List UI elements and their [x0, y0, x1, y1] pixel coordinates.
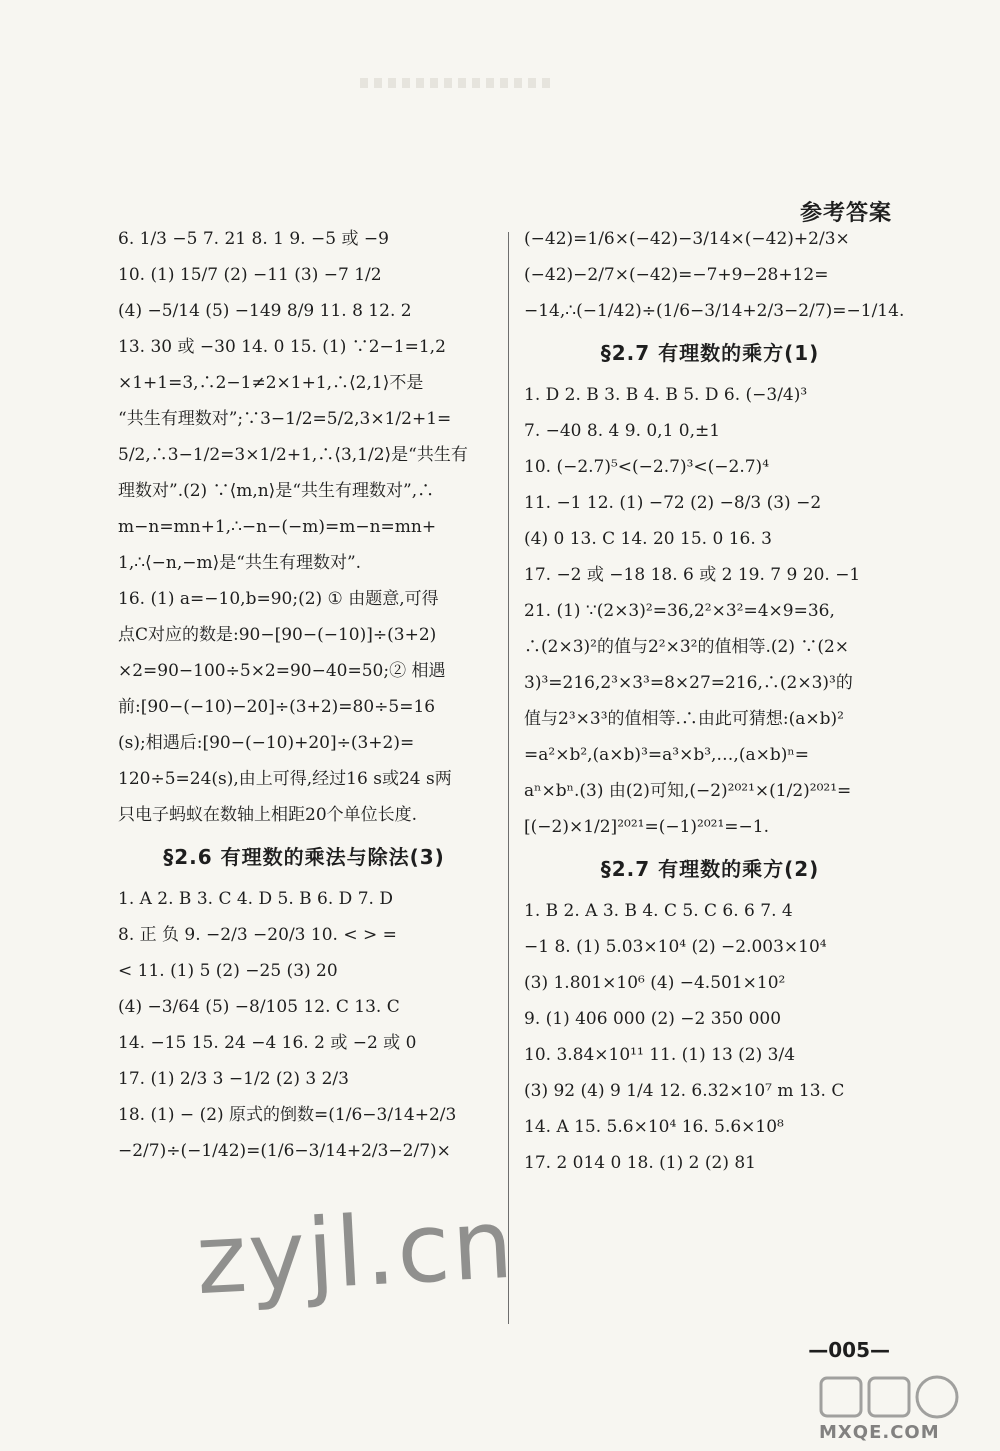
left-column [118, 228, 490, 1176]
answer-line: m−n=mn+1,∴−n−(−m)=m−n=mn+ [118, 517, 437, 537]
answer-line: 1. D 2. B 3. B 4. B 5. D 6. (−3/4)³ [524, 385, 808, 405]
answer-line: 5/2,∴3−1/2=3×1/2+1,∴⟨3,1/2⟩是“共生有 [118, 445, 468, 465]
answer-line: (3) 1.801×10⁶ (4) −4.501×10² [524, 973, 786, 993]
watermark-logo [815, 1372, 965, 1442]
answer-logo-icon [815, 1372, 965, 1422]
column-divider [508, 232, 509, 1324]
answer-line: 14. −15 15. 24 −4 16. 2 或 −2 或 0 [118, 1033, 417, 1053]
answer-line: 17. 2 014 0 18. (1) 2 (2) 81 [524, 1153, 756, 1173]
answer-line: 21. (1) ∵(2×3)²=36,2²×3²=4×9=36, [524, 601, 835, 621]
watermark-zyjl: zyjl.cn [193, 1187, 518, 1317]
answer-line: 17. (1) 2/3 3 −1/2 (2) 3 2/3 [118, 1069, 349, 1089]
answer-line: 18. (1) − (2) 原式的倒数=(1/6−3/14+2/3 [118, 1105, 457, 1125]
section-title: §2.6 有理数的乘法与除法(3) [163, 845, 445, 869]
answer-line: (4) −3/64 (5) −8/105 12. C 13. C [118, 997, 400, 1017]
page-number: —005— [808, 1338, 890, 1362]
answer-line: 6. 1/3 −5 7. 21 8. 1 9. −5 或 −9 [118, 229, 389, 249]
answer-line: 10. (1) 15/7 (2) −11 (3) −7 1/2 [118, 265, 382, 285]
answer-line: 10. (−2.7)⁵<(−2.7)³<(−2.7)⁴ [524, 457, 770, 477]
answer-line: −1 8. (1) 5.03×10⁴ (2) −2.003×10⁴ [524, 937, 827, 957]
answer-line: 16. (1) a=−10,b=90;(2) ① 由题意,可得 [118, 589, 439, 609]
answer-line: aⁿ×bⁿ.(3) 由(2)可知,(−2)²⁰²¹×(1/2)²⁰²¹= [524, 781, 852, 801]
answer-line: 14. A 15. 5.6×10⁴ 16. 5.6×10⁸ [524, 1117, 784, 1137]
answer-line: 11. −1 12. (1) −72 (2) −8/3 (3) −2 [524, 493, 822, 513]
answer-line: 只电子蚂蚁在数轴上相距20个单位长度. [118, 805, 418, 825]
watermark-logo-url: MXQE.COM [819, 1422, 940, 1443]
answer-line: ×2=90−100÷5×2=90−40=50;② 相遇 [118, 661, 446, 681]
answer-line: 前:[90−(−10)−20]÷(3+2)=80÷5=16 [118, 697, 436, 717]
answer-line: 点C对应的数是:90−[90−(−10)]÷(3+2) [118, 625, 437, 645]
answer-line: 10. 3.84×10¹¹ 11. (1) 13 (2) 3/4 [524, 1045, 796, 1065]
answer-line: 9. (1) 406 000 (2) −2 350 000 [524, 1009, 782, 1029]
answer-line: 1. A 2. B 3. C 4. D 5. B 6. D 7. D [118, 889, 393, 909]
answer-line: “共生有理数对”;∵3−1/2=5/2,3×1/2+1= [118, 409, 452, 429]
answer-line: ×1+1=3,∴2−1≠2×1+1,∴⟨2,1⟩不是 [118, 373, 424, 393]
answer-line: 1. B 2. A 3. B 4. C 5. C 6. 6 7. 4 [524, 901, 793, 921]
answer-line: 3)³=216,2³×3³=8×27=216,∴(2×3)³的 [524, 673, 853, 693]
answer-line: 1,∴⟨−n,−m⟩是“共生有理数对”. [118, 553, 362, 573]
answer-line: 120÷5=24(s),由上可得,经过16 s或24 s两 [118, 769, 452, 789]
answer-line: 13. 30 或 −30 14. 0 15. (1) ∵2−1=1,2 [118, 337, 446, 357]
answer-line: 8. 正 负 9. −2/3 −20/3 10. < > = [118, 925, 397, 945]
answer-line: (−42)=1/6×(−42)−3/14×(−42)+2/3× [524, 229, 850, 249]
answer-line: [(−2)×1/2]²⁰²¹=(−1)²⁰²¹=−1. [524, 817, 769, 837]
answer-line: 值与2³×3³的值相等.∴由此可猜想:(a×b)² [524, 709, 844, 729]
answer-line: −14,∴(−1/42)÷(1/6−3/14+2/3−2/7)=−1/14. [524, 301, 905, 321]
answer-line: (4) −5/14 (5) −149 8/9 11. 8 12. 2 [118, 301, 412, 321]
answer-line: (−42)−2/7×(−42)=−7+9−28+12= [524, 265, 829, 285]
answer-line: < 11. (1) 5 (2) −25 (3) 20 [118, 961, 338, 981]
answer-line: =a²×b²,(a×b)³=a³×b³,…,(a×b)ⁿ= [524, 745, 809, 765]
section-title: §2.7 有理数的乘方(1) [600, 341, 820, 365]
answer-line: −2/7)÷(−1/42)=(1/6−3/14+2/3−2/7)× [118, 1141, 451, 1161]
answer-line: (4) 0 13. C 14. 20 15. 0 16. 3 [524, 529, 772, 549]
answer-line: (s);相遇后:[90−(−10)+20]÷(3+2)= [118, 733, 415, 753]
faint-header-marks [360, 78, 550, 88]
right-column [524, 228, 905, 1188]
section-title: §2.7 有理数的乘方(2) [600, 857, 820, 881]
answer-line: (3) 92 (4) 9 1/4 12. 6.32×10⁷ m 13. C [524, 1081, 845, 1101]
answer-line: ∴(2×3)²的值与2²×3²的值相等.(2) ∵(2× [524, 637, 850, 657]
answer-line: 7. −40 8. 4 9. 0,1 0,±1 [524, 421, 721, 441]
answer-line: 17. −2 或 −18 18. 6 或 2 19. 7 9 20. −1 [524, 565, 861, 585]
answer-line: 理数对”.(2) ∵⟨m,n⟩是“共生有理数对”,∴ [118, 481, 435, 501]
page-header-title: 参考答案 [799, 201, 892, 226]
